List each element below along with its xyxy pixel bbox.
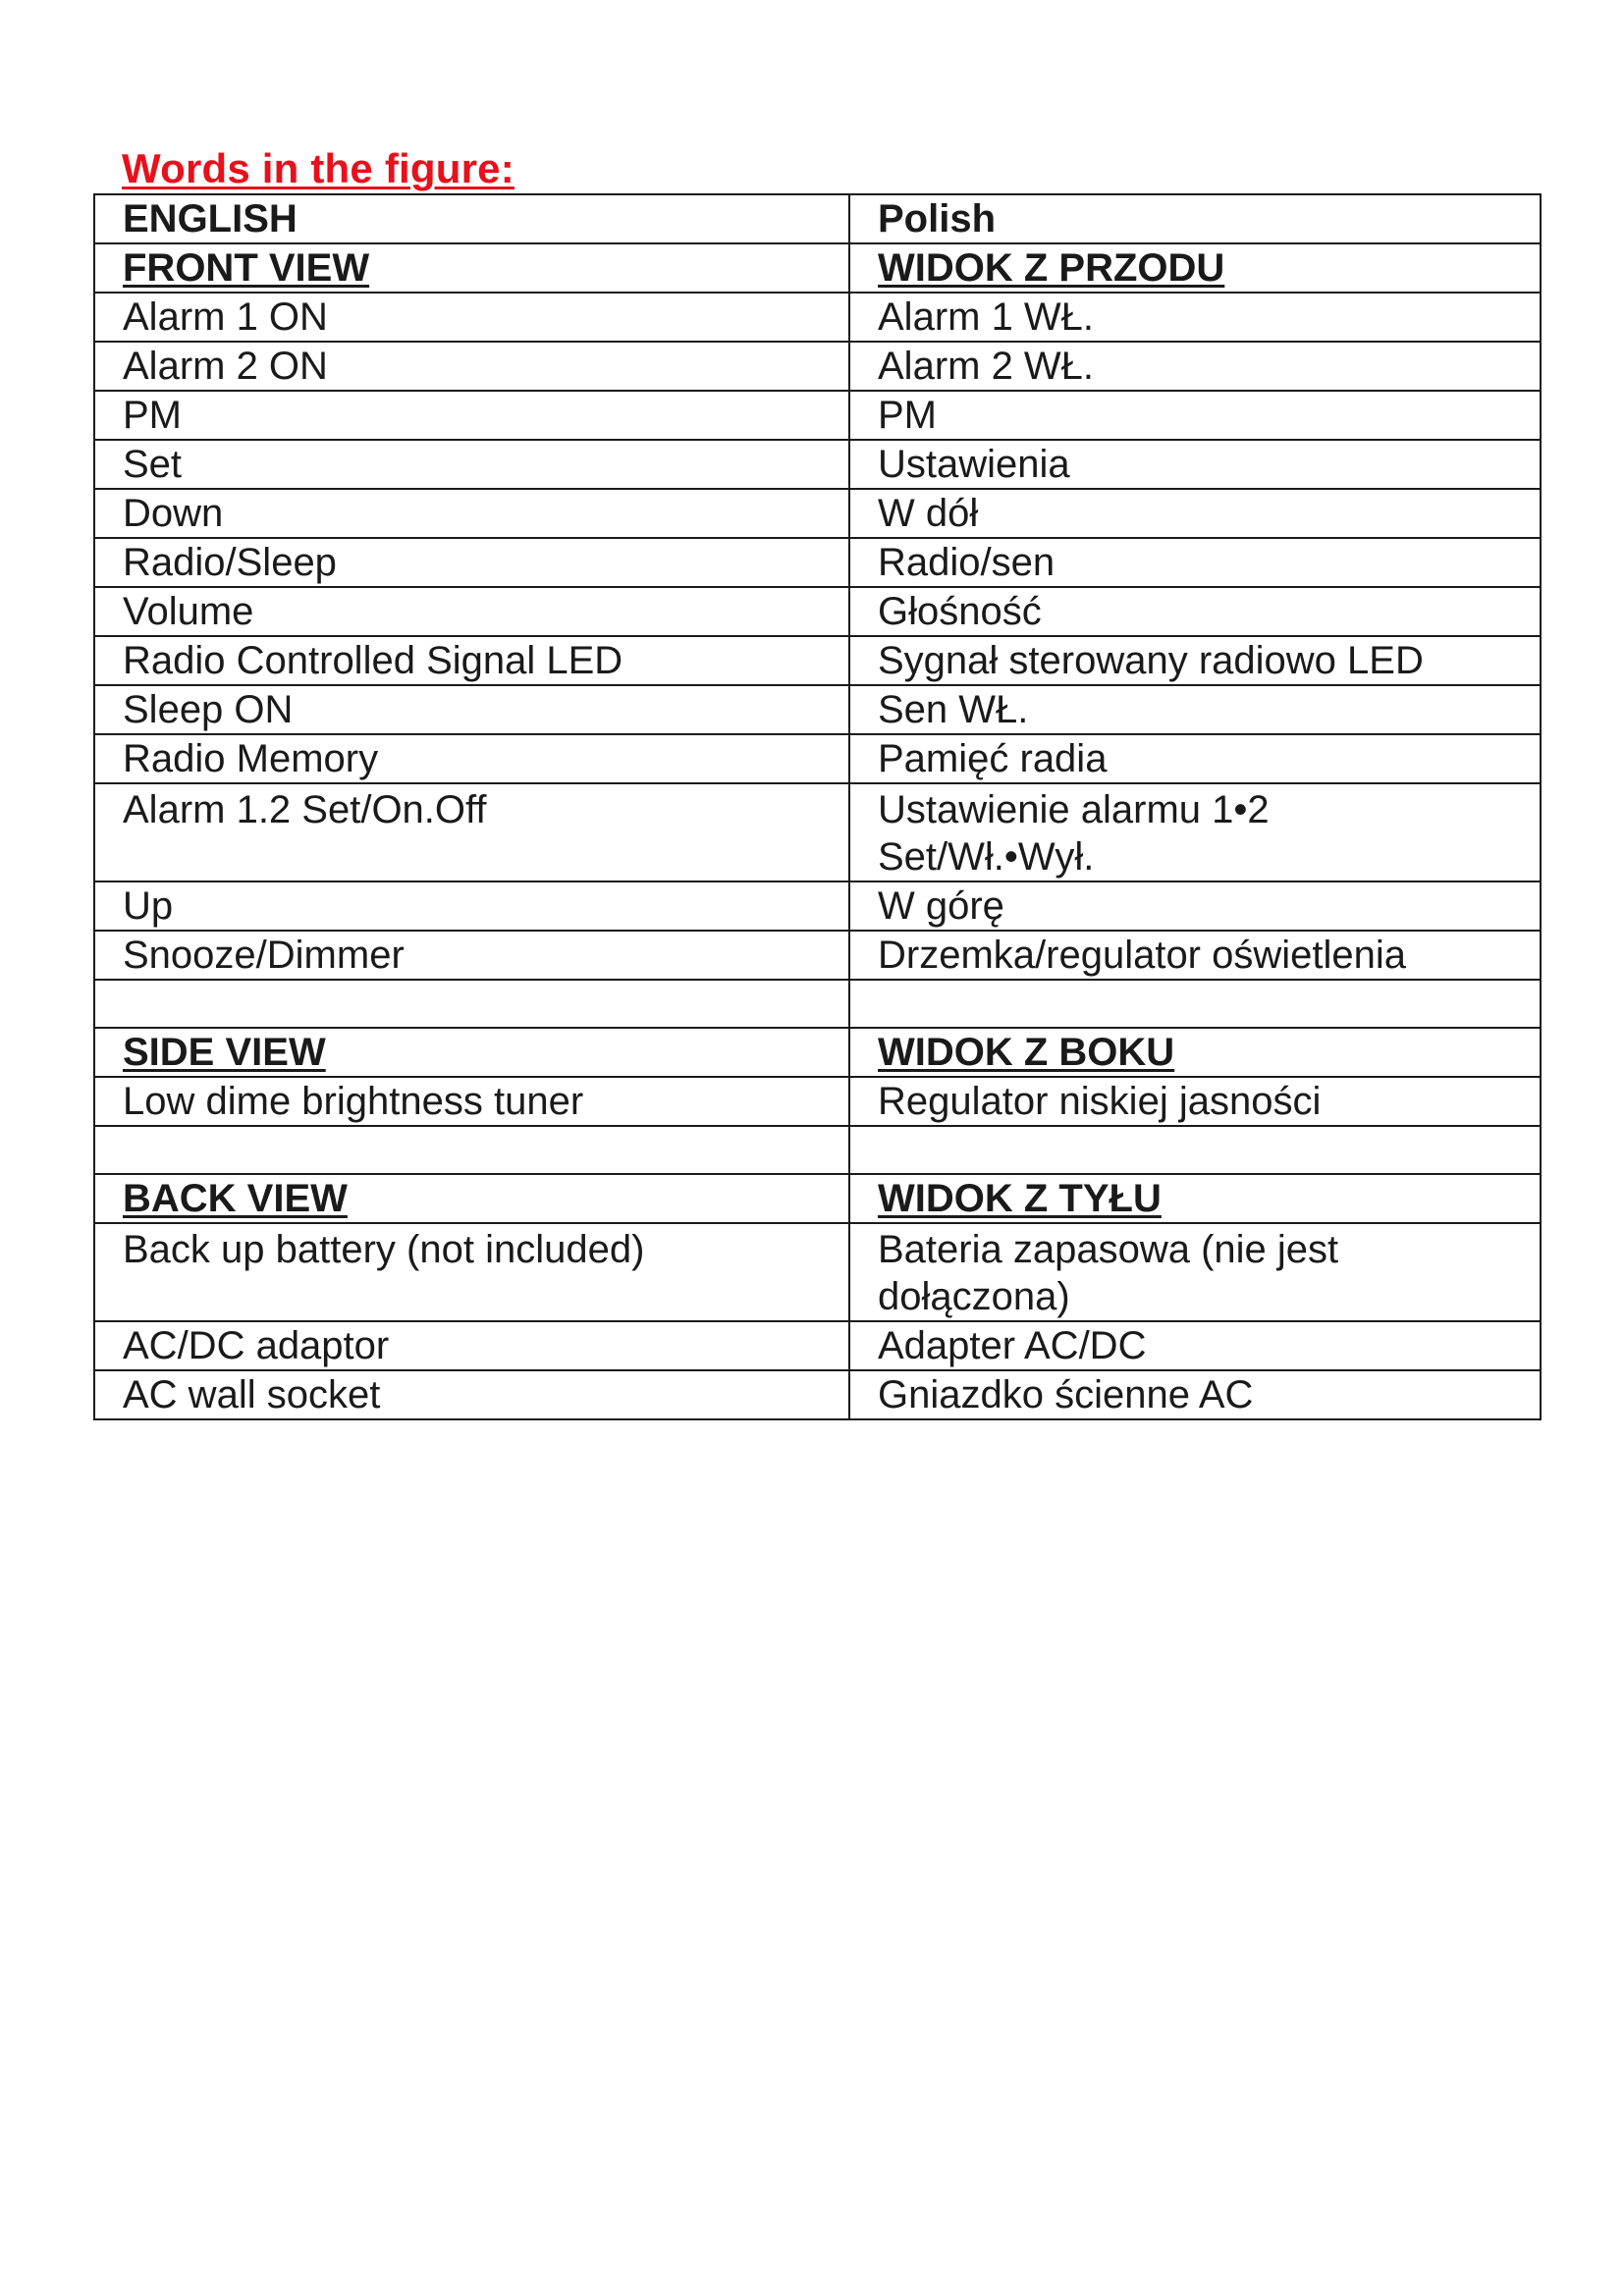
cell-polish: Drzemka/regulator oświetlenia (849, 931, 1541, 980)
translation-table (93, 193, 1542, 1420)
table-row (94, 440, 1541, 489)
cell-polish: Pamięć radia (849, 734, 1541, 783)
table-row (94, 391, 1541, 440)
cell-english: Snooze/Dimmer (94, 931, 849, 980)
cell-english (94, 243, 849, 293)
cell-polish: PM (849, 391, 1541, 440)
cell-polish: Radio/sen (849, 538, 1541, 587)
cell-polish: W górę (849, 881, 1541, 931)
section-title: WIDOK Z TYŁU (878, 1177, 1162, 1220)
section-title: WIDOK Z BOKU (878, 1031, 1175, 1074)
table-row (94, 489, 1541, 538)
section-title: FRONT VIEW (123, 246, 370, 290)
cell-english: Radio/Sleep (94, 538, 849, 587)
table-row (94, 931, 1541, 980)
cell-polish: Alarm 1 WŁ. (849, 293, 1541, 342)
cell-english: Radio Controlled Signal LED (94, 636, 849, 685)
cell-english: Down (94, 489, 849, 538)
cell-polish: Regulator niskiej jasności (849, 1077, 1541, 1126)
cell-polish: Sygnał sterowany radiowo LED (849, 636, 1541, 685)
header-english: ENGLISH (94, 194, 849, 243)
table-row (94, 293, 1541, 342)
cell-english: Alarm 1.2 Set/On.Off (94, 783, 849, 881)
cell-polish (849, 980, 1541, 1028)
cell-polish (849, 1126, 1541, 1174)
table-row (94, 342, 1541, 391)
table-row (94, 734, 1541, 783)
cell-english (94, 1126, 849, 1174)
cell-english: PM (94, 391, 849, 440)
cell-english: AC wall socket (94, 1370, 849, 1419)
cell-polish: Bateria zapasowa (nie jest dołączona) (849, 1223, 1541, 1321)
table-row (94, 1077, 1541, 1126)
section-title: WIDOK Z PRZODU (878, 246, 1225, 290)
section-title: BACK VIEW (123, 1177, 348, 1220)
table-row (94, 1370, 1541, 1419)
table-header-row (94, 194, 1541, 243)
cell-english: Up (94, 881, 849, 931)
cell-english: Alarm 1 ON (94, 293, 849, 342)
section-title: SIDE VIEW (123, 1031, 326, 1074)
section-header-row (94, 1174, 1541, 1223)
empty-row (94, 980, 1541, 1028)
cell-english: Radio Memory (94, 734, 849, 783)
cell-polish (849, 1174, 1541, 1223)
cell-polish (849, 1028, 1541, 1077)
cell-polish: Gniazdko ścienne AC (849, 1370, 1541, 1419)
cell-polish (849, 243, 1541, 293)
section-header-row (94, 1028, 1541, 1077)
cell-polish: Adapter AC/DC (849, 1321, 1541, 1370)
section-header-row (94, 243, 1541, 293)
cell-english: Low dime brightness tuner (94, 1077, 849, 1126)
document-title: Words in the figure: (122, 145, 514, 191)
cell-english: Back up battery (not included) (94, 1223, 849, 1321)
cell-english: Set (94, 440, 849, 489)
table-row (94, 685, 1541, 734)
empty-row (94, 1126, 1541, 1174)
cell-polish: Ustawienia (849, 440, 1541, 489)
translation-table-body (94, 194, 1541, 1419)
cell-english (94, 980, 849, 1028)
cell-polish: Sen WŁ. (849, 685, 1541, 734)
cell-english: Alarm 2 ON (94, 342, 849, 391)
table-row (94, 587, 1541, 636)
cell-polish: Alarm 2 WŁ. (849, 342, 1541, 391)
cell-english (94, 1174, 849, 1223)
cell-polish: Głośność (849, 587, 1541, 636)
header-polish: Polish (849, 194, 1541, 243)
cell-polish: Ustawienie alarmu 1•2 Set/Wł.•Wył. (849, 783, 1541, 881)
table-row (94, 538, 1541, 587)
table-row (94, 783, 1541, 881)
cell-polish: W dół (849, 489, 1541, 538)
table-row (94, 1321, 1541, 1370)
cell-english: Volume (94, 587, 849, 636)
cell-english (94, 1028, 849, 1077)
table-row (94, 881, 1541, 931)
cell-english: AC/DC adaptor (94, 1321, 849, 1370)
table-row (94, 1223, 1541, 1321)
table-row (94, 636, 1541, 685)
cell-english: Sleep ON (94, 685, 849, 734)
